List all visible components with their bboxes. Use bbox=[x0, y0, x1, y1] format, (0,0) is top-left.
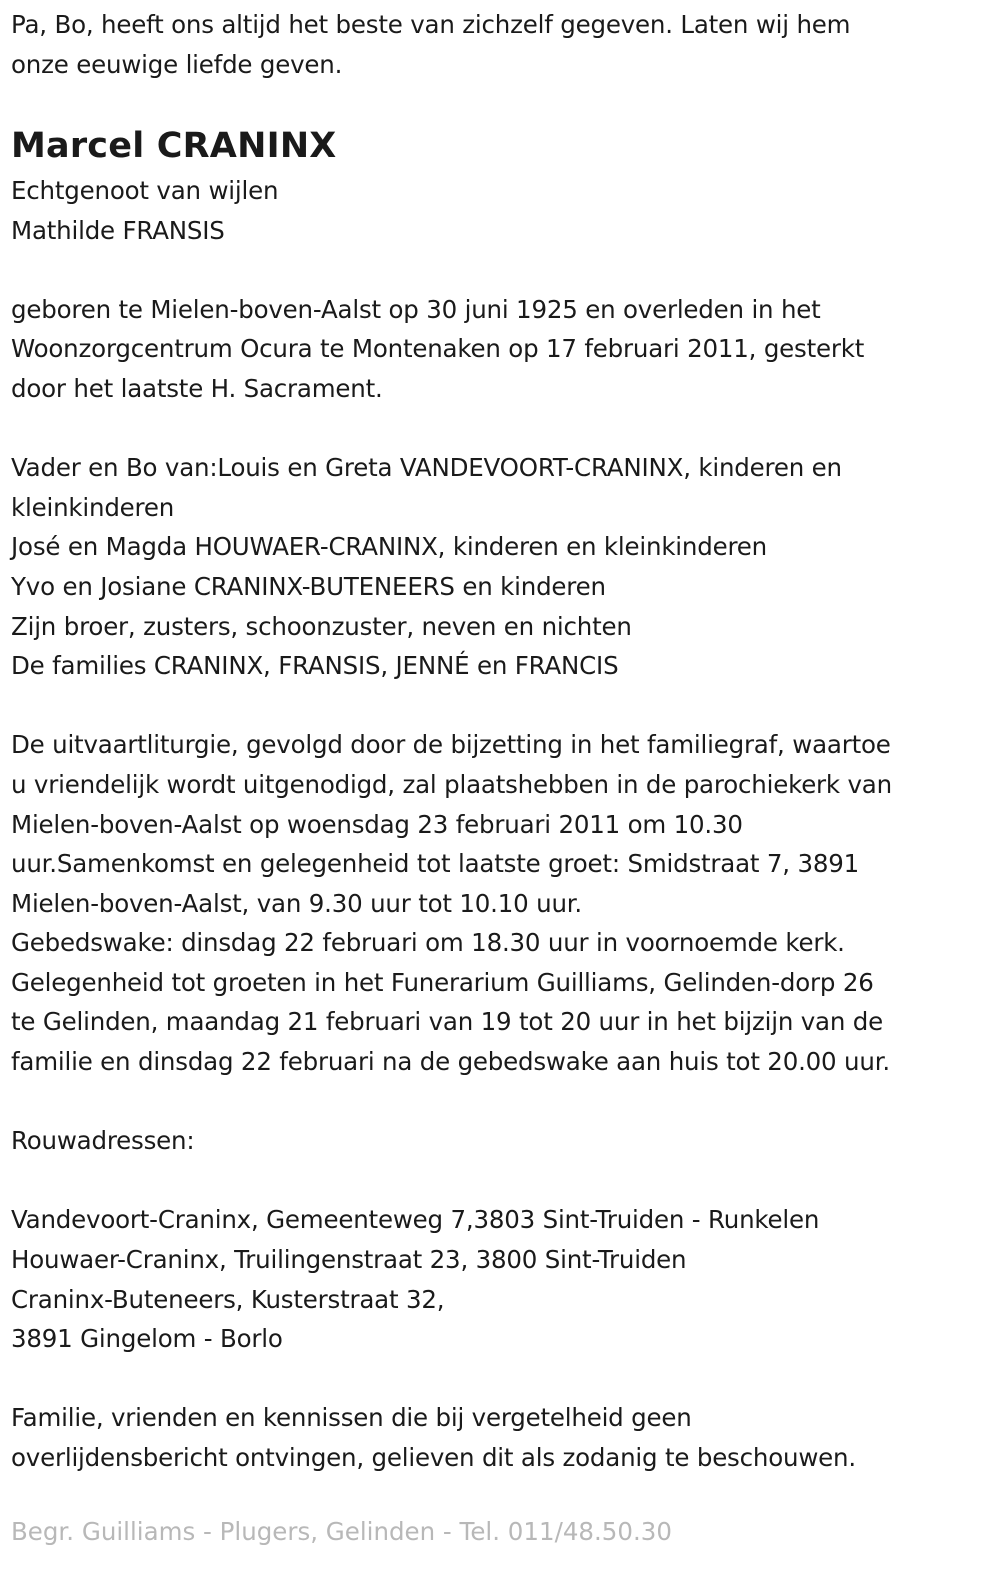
family-line: José en Magda HOUWAER-CRANINX, kinderen en kleinkinderen bbox=[11, 532, 768, 562]
closing-line: Familie, vrienden en kennissen die bij vergetelheid geen bbox=[11, 1403, 692, 1433]
obituary-body bbox=[11, 171, 892, 1478]
address-line: 3891 Gingelom - Borlo bbox=[11, 1324, 283, 1354]
intro-line: Pa, Bo, heeft ons altijd het beste van zichzelf gegeven. Laten wij hem bbox=[11, 10, 851, 39]
relation-line: Mathilde FRANSIS bbox=[11, 215, 225, 245]
funeral-line: te Gelinden, maandag 21 februari van 19 tot 20 uur in het bijzijn van de bbox=[11, 1007, 884, 1037]
funeral-line: Gebedswake: dinsdag 22 februari om 18.30 uur in voornoemde kerk. bbox=[11, 928, 845, 958]
birth-death-line: door het laatste H. Sacrament. bbox=[11, 373, 383, 403]
birth-death-line: Woonzorgcentrum Ocura te Montenaken op 17 februari 2011, gesterkt bbox=[11, 334, 865, 364]
address-line: Vandevoort-Craninx, Gemeenteweg 7,3803 Sint-Truiden - Runkelen bbox=[11, 1205, 820, 1235]
funeral-line: Gelegenheid tot groeten in het Funerarium Guilliams, Gelinden-dorp 26 bbox=[11, 967, 874, 997]
funeral-home-footer: Begr. Guilliams - Plugers, Gelinden - Tel. 011/48.50.30 bbox=[11, 1517, 672, 1546]
spacer bbox=[11, 250, 892, 290]
relation-line: Echtgenoot van wijlen bbox=[11, 176, 279, 205]
funeral-line: uur.Samenkomst en gelegenheid tot laatste groet: Smidstraat 7, 3891 bbox=[11, 849, 860, 879]
spacer bbox=[11, 1359, 892, 1399]
funeral-line: u vriendelijk wordt uitgenodigd, zal plaatshebben in de parochiekerk van bbox=[11, 769, 892, 799]
deceased-name: Marcel CRANINX bbox=[11, 126, 337, 166]
spacer bbox=[11, 1082, 892, 1122]
address-line: Craninx-Buteneers, Kusterstraat 32, bbox=[11, 1284, 445, 1314]
intro-text bbox=[11, 5, 850, 84]
closing-line: overlijdensbericht ontvingen, gelieven dit als zodanig te beschouwen. bbox=[11, 1443, 856, 1472]
family-line: Vader en Bo van:Louis en Greta VANDEVOORT-CRANINX, kinderen en bbox=[11, 453, 842, 483]
funeral-line: De uitvaartliturgie, gevolgd door de bijzetting in het familiegraf, waartoe bbox=[11, 730, 891, 760]
intro-line: onze eeuwige liefde geven. bbox=[11, 49, 343, 79]
funeral-line: Mielen-boven-Aalst, van 9.30 uur tot 10.10 uur. bbox=[11, 888, 583, 918]
birth-death-line: geboren te Mielen-boven-Aalst op 30 juni 1925 en overleden in het bbox=[11, 294, 821, 324]
spacer bbox=[11, 409, 892, 449]
addresses-heading: Rouwadressen: bbox=[11, 1126, 195, 1156]
address-line: Houwaer-Craninx, Truilingenstraat 23, 3800 Sint-Truiden bbox=[11, 1245, 687, 1275]
family-line: kleinkinderen bbox=[11, 492, 175, 522]
spacer bbox=[11, 1161, 892, 1201]
spacer bbox=[11, 686, 892, 726]
family-line: De families CRANINX, FRANSIS, JENNÉ en FRANCIS bbox=[11, 651, 619, 681]
funeral-line: familie en dinsdag 22 februari na de gebedswake aan huis tot 20.00 uur. bbox=[11, 1047, 890, 1077]
family-line: Yvo en Josiane CRANINX-BUTENEERS en kinderen bbox=[11, 571, 606, 601]
funeral-line: Mielen-boven-Aalst op woensdag 23 februari 2011 om 10.30 bbox=[11, 809, 743, 839]
family-line: Zijn broer, zusters, schoonzuster, neven en nichten bbox=[11, 611, 632, 641]
